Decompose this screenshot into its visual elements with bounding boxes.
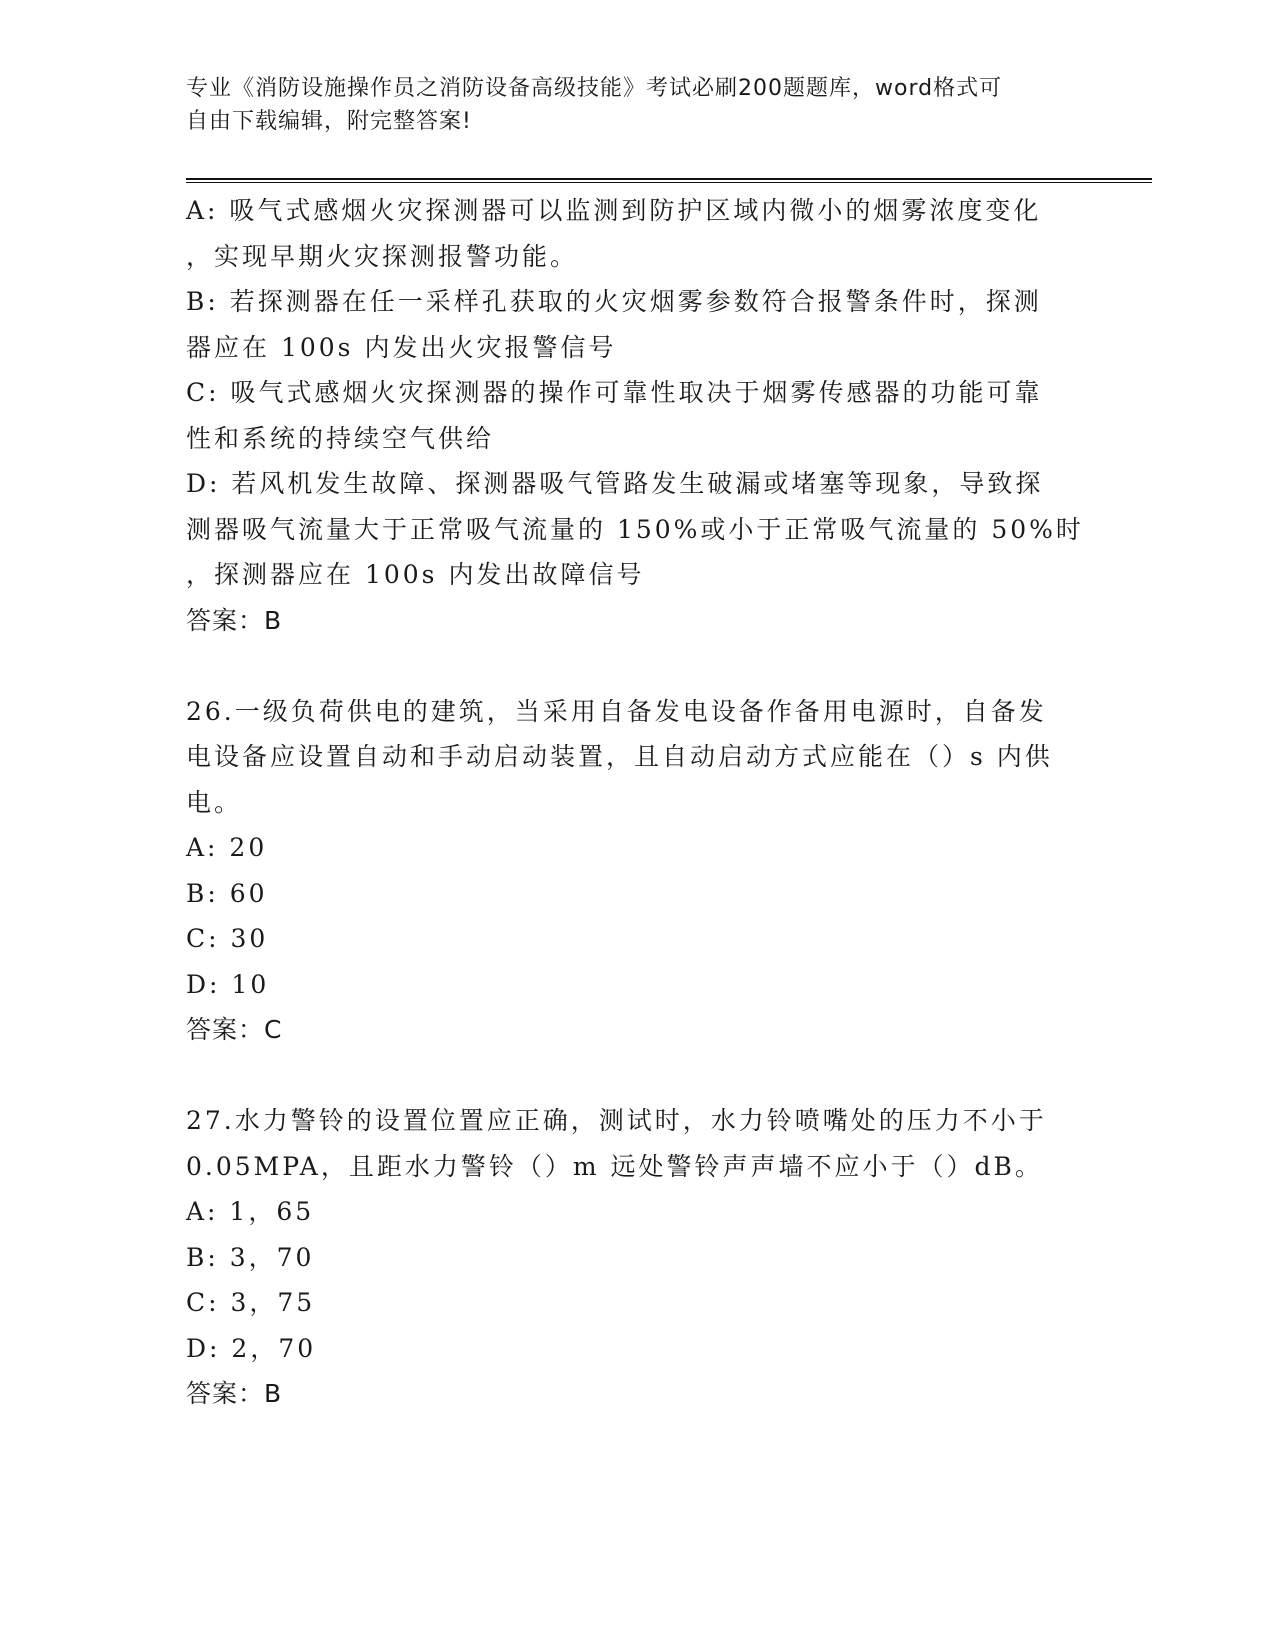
question-26: [186, 689, 1086, 1053]
header-title-line-2: 自由下载编辑，附完整答案!: [186, 109, 472, 134]
q25-option-c-line-2: 性和系统的持续空气供给: [186, 423, 495, 453]
q25-option-a-line-1: A: 吸气式感烟火灾探测器可以监测到防护区域内微小的烟雾浓度变化: [186, 196, 1042, 225]
q26-option-d: D: 10: [186, 969, 270, 999]
question-27: [186, 1098, 1086, 1417]
question-content: [186, 188, 1086, 1417]
q25-option-d-line-3: ，探测器应在 100s 内发出故障信号: [186, 560, 645, 589]
q26-option-b: B: 60: [186, 878, 268, 908]
header-title-line-1: 专业《消防设施操作员之消防设备高级技能》考试必刷200题题库，word格式可: [186, 76, 1003, 101]
q27-option-d: D: 2，70: [186, 1333, 317, 1363]
q25-option-c-line-1: C: 吸气式感烟火灾探测器的操作可靠性取决于烟雾传感器的功能可靠: [186, 378, 1043, 407]
document-header: [186, 72, 1066, 138]
q26-option-a: A: 20: [186, 833, 268, 862]
q27-option-c: C: 3，75: [186, 1288, 316, 1317]
q25-option-b-line-2: 器应在 100s 内发出火灾报警信号: [186, 332, 617, 362]
q26-option-c: C: 30: [186, 924, 269, 953]
q26-stem-line-1: 26.一级负荷供电的建筑，当采用自备发电设备作备用电源时，自备发: [186, 696, 1047, 726]
q25-option-d-line-2: 测器吸气流量大于正常吸气流量的 150%或小于正常吸气流量的 50%时: [186, 514, 1084, 544]
header-divider: [186, 178, 1152, 183]
question-25-options: [186, 188, 1086, 643]
q27-answer: 答案：B: [186, 1379, 283, 1408]
q26-stem-line-3: 电。: [186, 787, 243, 817]
q26-answer: 答案：C: [186, 1015, 283, 1044]
q25-answer: 答案：B: [186, 605, 283, 635]
q27-stem-line-1: 27.水力警铃的设置位置应正确，测试时，水力铃喷嘴处的压力不小于: [186, 1106, 1047, 1135]
q27-option-b: B: 3，70: [186, 1242, 315, 1272]
q25-option-a-line-2: ，实现早期火灾探测报警功能。: [186, 241, 579, 271]
q27-option-a: A: 1，65: [186, 1197, 315, 1226]
q25-option-b-line-1: B: 若探测器在任一采样孔获取的火灾烟雾参数符合报警条件时，探测: [186, 287, 1042, 316]
question-gap: [186, 643, 1086, 689]
q25-option-d-line-1: D: 若风机发生故障、探测器吸气管路发生破漏或堵塞等现象，导致探: [186, 469, 1044, 498]
question-gap: [186, 1053, 1086, 1099]
q27-stem-line-2: 0.05MPA，且距水力警铃（）m 远处警铃声声墙不应小于（）dB。: [186, 1151, 1043, 1181]
q26-stem-line-2: 电设备应设置自动和手动启动装置，且自动启动方式应能在（）s 内供: [186, 742, 1053, 771]
